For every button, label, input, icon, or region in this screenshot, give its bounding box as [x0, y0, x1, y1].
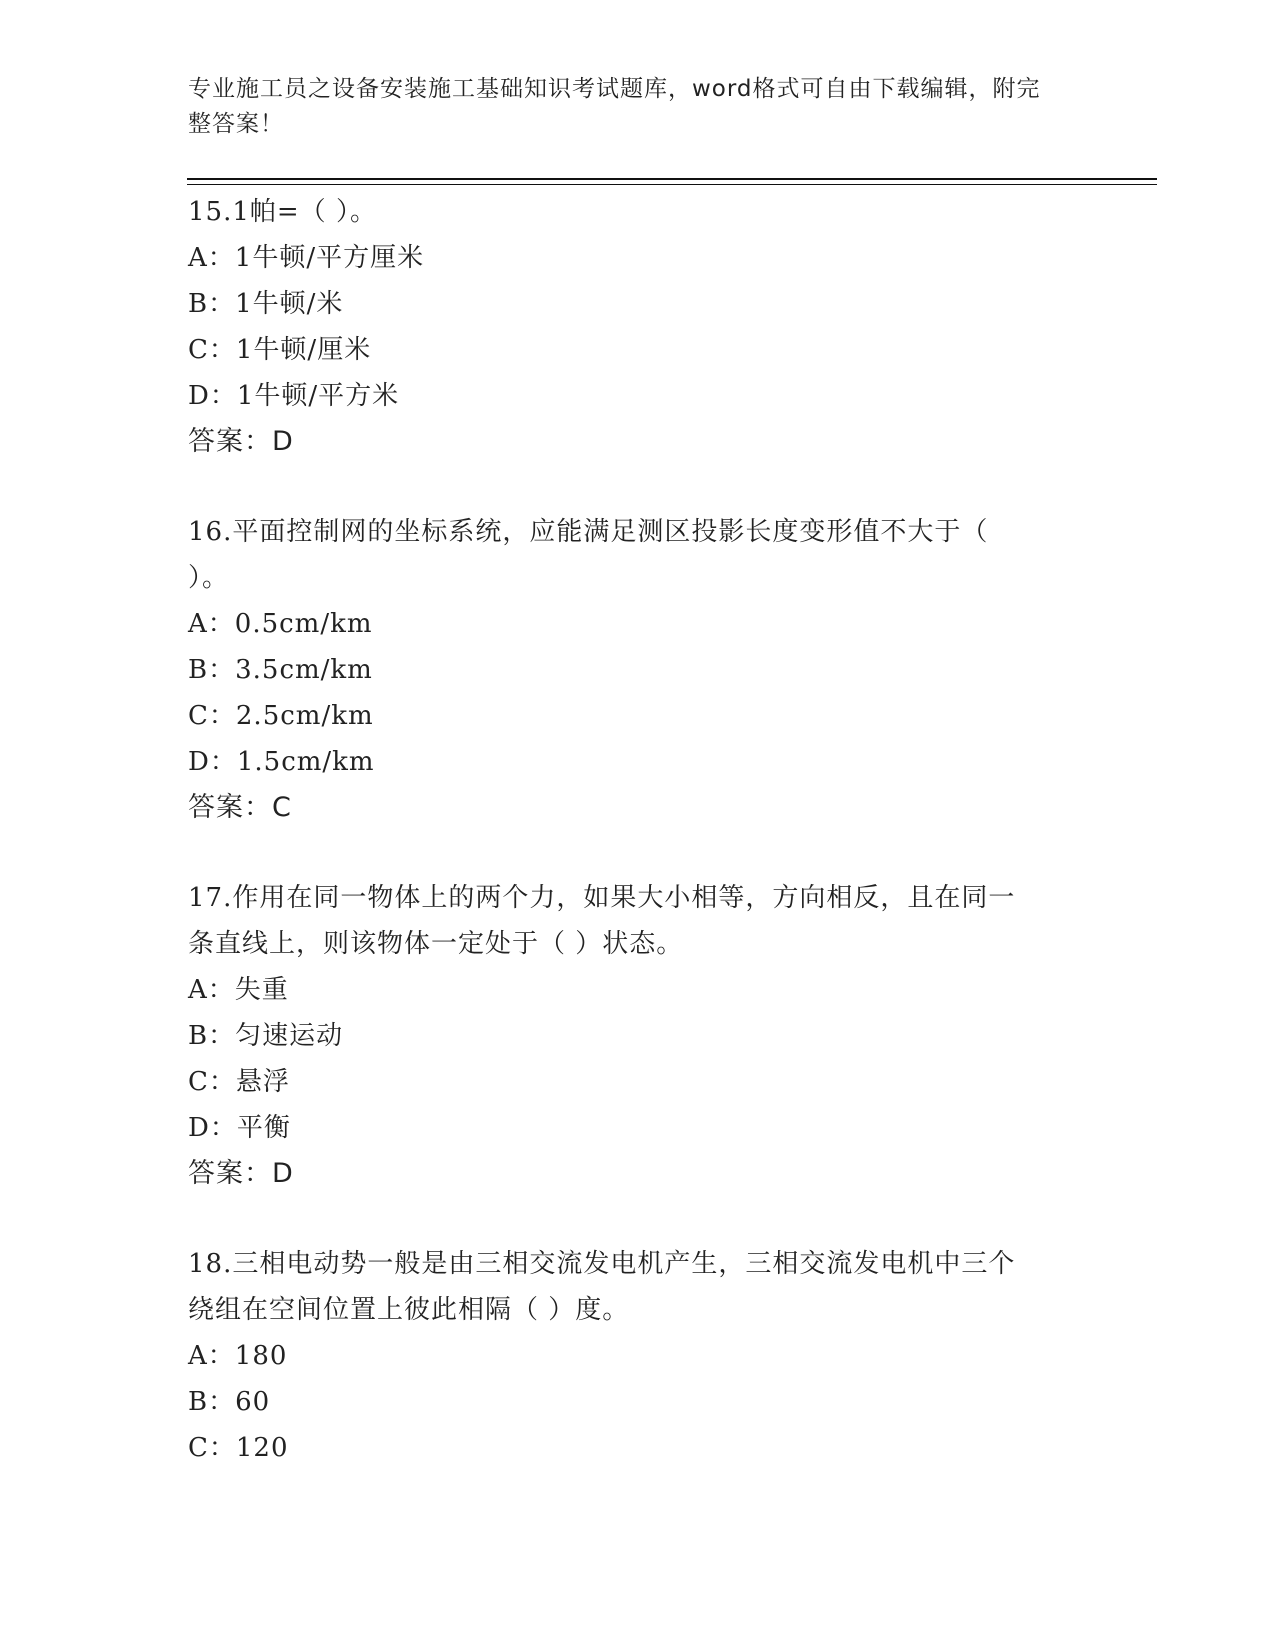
header-divider-thin — [187, 184, 1157, 185]
answer: 答案：D — [188, 1158, 294, 1189]
option-a: A：180 — [188, 1341, 288, 1371]
question-stem: 18.三相电动势一般是由三相交流发电机产生，三相交流发电机中三个 — [188, 1249, 1016, 1279]
option-a: A：失重 — [188, 975, 289, 1005]
question-16 — [188, 509, 1088, 831]
question-stem: 17.作用在同一物体上的两个力，如果大小相等，方向相反，且在同一 — [188, 883, 1016, 913]
answer: 答案：D — [188, 426, 294, 457]
option-b: B：3.5cm/km — [188, 655, 373, 685]
question-15 — [188, 189, 1088, 465]
option-c: C：1牛顿/厘米 — [188, 335, 372, 365]
option-b: B：1牛顿/米 — [188, 289, 344, 319]
answer: 答案：C — [188, 792, 292, 823]
question-stem-continued: 绕组在空间位置上彼此相隔（ ）度。 — [188, 1295, 630, 1325]
option-c: C：悬浮 — [188, 1067, 290, 1097]
question-18 — [188, 1241, 1088, 1471]
option-c: C：2.5cm/km — [188, 701, 374, 731]
option-b: B：匀速运动 — [188, 1021, 344, 1051]
question-stem: 16.平面控制网的坐标系统，应能满足测区投影长度变形值不大于（ — [188, 517, 989, 547]
option-d: D：1牛顿/平方米 — [188, 381, 400, 411]
option-d: D：1.5cm/km — [188, 747, 375, 777]
option-a: A：1牛顿/平方厘米 — [188, 243, 425, 273]
question-stem-continued: 条直线上，则该物体一定处于（ ）状态。 — [188, 929, 684, 959]
option-d: D：平衡 — [188, 1113, 291, 1143]
header-line-1: 专业施工员之设备安装施工基础知识考试题库，word格式可自由下载编辑，附完 — [188, 76, 1041, 102]
document-header — [188, 72, 1068, 142]
header-divider-thick — [187, 178, 1157, 180]
option-c: C：120 — [188, 1433, 289, 1463]
header-line-2: 整答案！ — [188, 111, 284, 137]
question-stem-continued: ）。 — [188, 563, 230, 593]
question-17 — [188, 875, 1088, 1197]
option-b: B：60 — [188, 1387, 271, 1417]
option-a: A：0.5cm/km — [188, 609, 373, 639]
question-list — [188, 189, 1088, 1515]
question-stem: 15.1帕=（ ）。 — [188, 197, 377, 227]
